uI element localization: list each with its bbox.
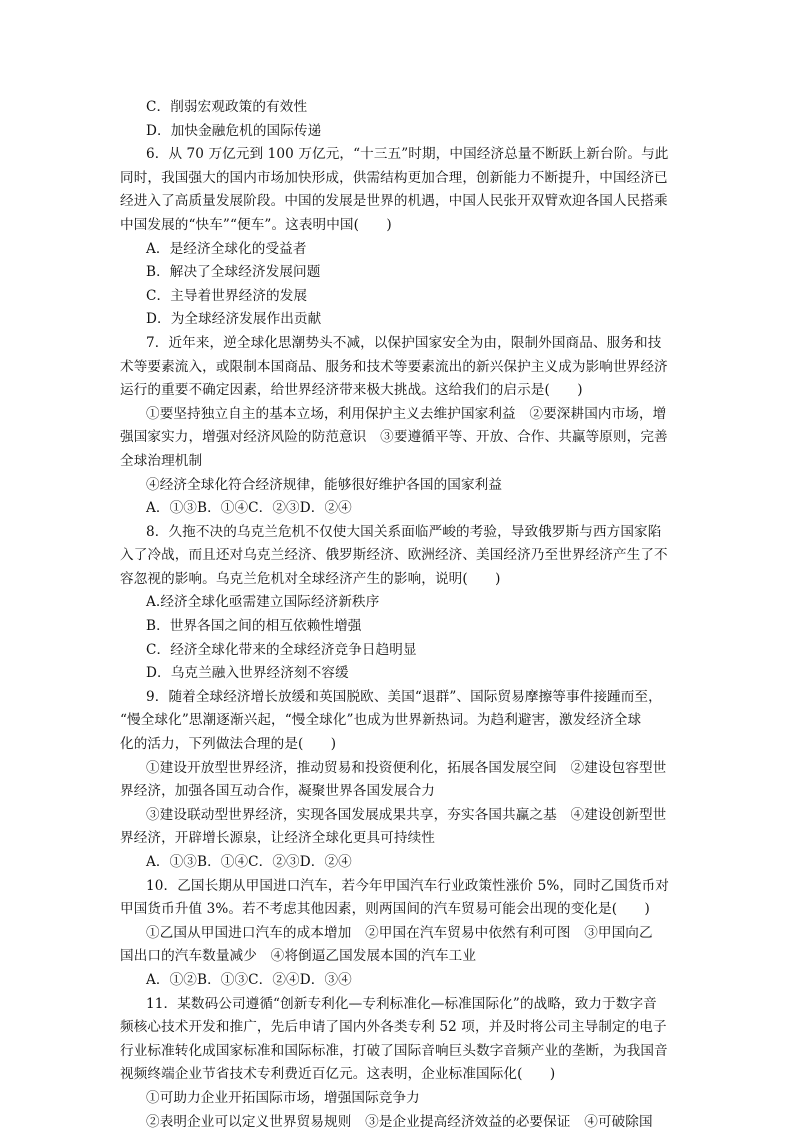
text-line: 化的活力，下列做法合理的是( ) (120, 736, 337, 753)
text-line: 10．乙国长期从甲国进口汽车，若今年甲国汽车行业政策性涨价 5%，同时乙国货币对 (146, 877, 669, 894)
text-line: 界经济，加强各国互动合作，凝聚世界各国发展合力 (120, 783, 435, 800)
text-line: 7．近年来，逆全球化思潮势头不减，以保护国家安全为由，限制外国商品、服务和技 (146, 334, 662, 351)
text-line: 术等要素流入，或限制本国商品、服务和技术等要素流出的新兴保护主义成为影响世界经济 (120, 358, 668, 375)
text-line: 同时，我国强大的国内市场加快形成，供需结构更加合理，创新能力不断提升，中国经济已 (120, 169, 668, 186)
text-line: D．为全球经济发展作出贡献 (146, 311, 322, 328)
text-line: 国出口的汽车数量减少 ④将倒逼乙国发展本国的汽车工业 (120, 948, 477, 965)
text-line: 甲国货币升值 3%。若不考虑其他因素，则两国间的汽车贸易可能会出现的变化是( ) (120, 901, 650, 918)
text-line: ②表明企业可以定义世界贸易规则 ③是企业提高经济效益的必要保证 ④可破除国 (146, 1113, 653, 1130)
text-line: A．①③B．①④C．②③D．②④ (146, 500, 352, 517)
text-line: “慢全球化”思潮逐渐兴起，“慢全球化”也成为世界新热词。为趋利避害，激发经济全球 (120, 712, 642, 729)
text-line: ③建设联动型世界经济，实现各国发展成果共享，夯实各国共赢之基 ④建设创新型世 (146, 806, 667, 823)
text-line: C．削弱宏观政策的有效性 (146, 99, 308, 115)
text-line: A.经济全球化亟需建立国际经济新秩序 (146, 594, 380, 611)
text-line: 经进入了高质量发展阶段。中国的发展是世界的机遇，中国人民张开双臂欢迎各国人民搭乘 (120, 193, 668, 210)
text-line: 8．久拖不决的乌克兰危机不仅使大国关系面临严峻的考验，导致俄罗斯与西方国家陷 (146, 523, 662, 540)
text-line: ④经济全球化符合经济规律，能够很好维护各国的国家利益 (146, 476, 503, 493)
text-line: D．乌克兰融入世界经济刻不容缓 (146, 665, 349, 682)
text-line: ①可助力企业开拓国际市场，增强国际竞争力 (146, 1089, 420, 1106)
text-line: ①乙国从甲国进口汽车的成本增加 ②甲国在汽车贸易中依然有利可图 ③甲国向乙 (146, 924, 653, 941)
text-line: 视频终端企业节省技术专利费近百亿元。这表明，企业标准国际化( ) (120, 1066, 556, 1083)
text-line: 入了冷战，而且还对乌克兰经济、俄罗斯经济、欧洲经济、美国经济乃至世界经济产生了不 (120, 547, 668, 564)
text-line: 9．随着全球经济增长放缓和英国脱欧、美国“退群”、国际贸易摩擦等事件接踵而至， (146, 688, 662, 705)
text-line: 频核心技术开发和推广，先后申请了国内外各类专利 52 项，并及时将公司主导制定的电子 (120, 1019, 667, 1036)
text-line: 行业标准转化成国家标准和国际标准，打破了国际音响巨头数字音频产业的垄断，为我国音 (120, 1042, 668, 1059)
text-line: A．①②B．①③C．②④D．③④ (146, 971, 352, 988)
text-line: 运行的重要不确定因素，给世界经济带来极大挑战。这给我们的启示是( ) (120, 382, 583, 399)
text-line: 界经济，开辟增长源泉，让经济全球化更具可持续性 (120, 830, 435, 847)
text-line: 强国家实力，增强对经济风险的防范意识 ③要遵循平等、开放、合作、共赢等原则，完善 (120, 429, 668, 446)
text-line: 中国发展的“快车”“便车”。这表明中国( ) (120, 216, 392, 233)
text-line: 11．某数码公司遵循“创新专利化—专利标准化—标准国际化”的战略，致力于数字音 (146, 995, 657, 1012)
text-line: A．①③B．①④C．②③D．②④ (146, 854, 352, 870)
text-line: C．主导着世界经济的发展 (146, 287, 308, 304)
text-line: B．解决了全球经济发展问题 (146, 264, 321, 281)
text-line: 全球治理机制 (120, 452, 203, 469)
text-line: ①建设开放型世界经济，推动贸易和投资便利化，拓展各国发展空间 ②建设包容型世 (146, 759, 667, 776)
text-line: ①要坚持独立自主的基本立场，利用保护主义去维护国家利益 ②要深耕国内市场，增 (146, 405, 667, 422)
text-line: C．经济全球化带来的全球经济竞争日趋明显 (146, 641, 417, 658)
text-line: 6．从 70 万亿元到 100 万亿元，“十三五”时期，中国经济总量不断跃上新台阶。与此 (146, 146, 669, 163)
text-line: D．加快金融危机的国际传递 (146, 122, 322, 139)
text-line: B．世界各国之间的相互依赖性增强 (146, 618, 362, 635)
text-line: 容忽视的影响。乌克兰危机对全球经济产生的影响，说明( ) (120, 570, 501, 587)
text-line: A．是经济全球化的受益者 (146, 240, 307, 257)
